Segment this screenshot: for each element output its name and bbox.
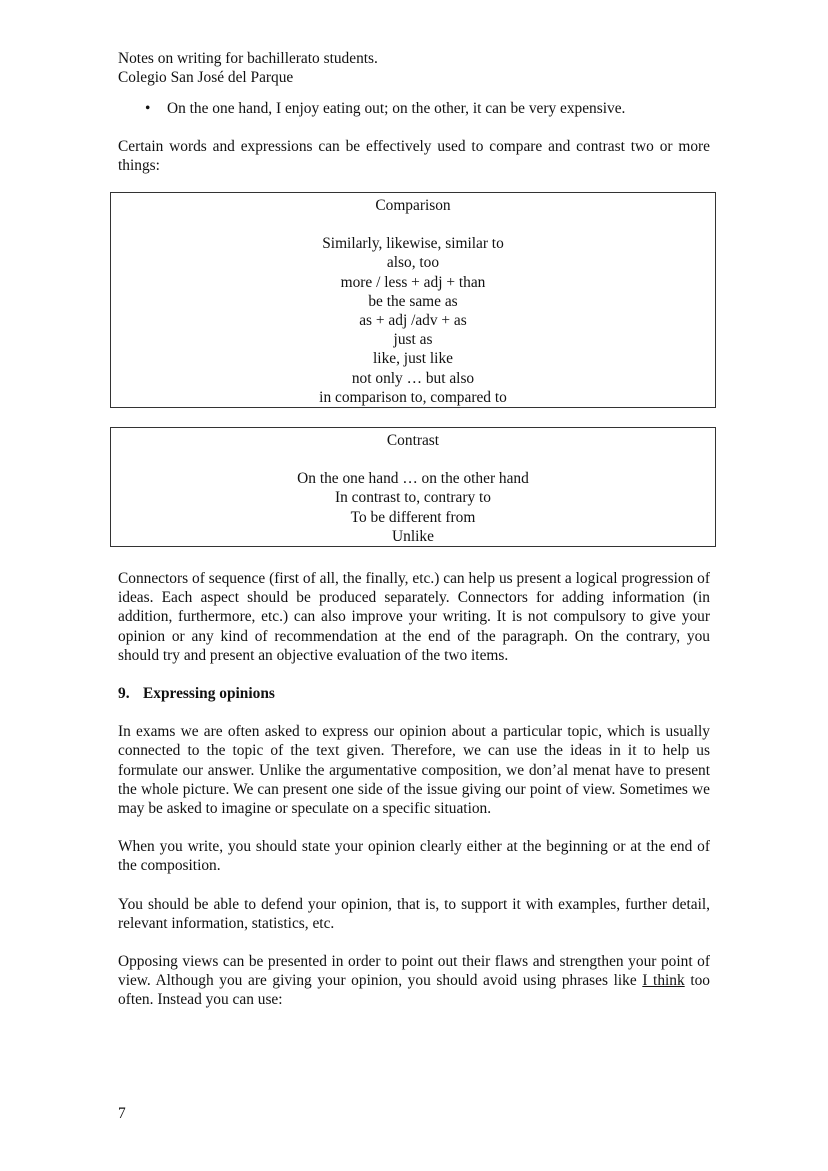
contrast-box (110, 427, 716, 547)
section-title: Expressing opinions (143, 685, 275, 703)
section-heading (118, 684, 710, 703)
opposing-paragraph (118, 952, 710, 1010)
comparison-item: just as (393, 331, 433, 349)
document-page (118, 49, 710, 1010)
contrast-item: To be different from (350, 508, 476, 526)
contrast-title: Contrast (386, 432, 440, 450)
section-number: 9. (118, 685, 130, 703)
contrast-item: Unlike (392, 527, 434, 545)
comparison-box (110, 192, 716, 408)
header-school: Colegio San José del Parque (118, 69, 294, 87)
opposing-text-start: Opposing views can be presented in order to point out their flaws and strengthen your point of view. Although you are giving your opinion, you should avoid using phrases like (118, 953, 710, 990)
document-header (118, 49, 710, 87)
comparison-item: as + adj /adv + as (359, 312, 467, 330)
comparison-item: also, too (386, 254, 440, 272)
contrast-item: On the one hand … on the other hand (297, 470, 529, 488)
comparison-item: be the same as (368, 292, 458, 310)
comparison-item: in comparison to, compared to (319, 388, 507, 406)
header-title: Notes on writing for bachillerato students. (118, 50, 378, 67)
comparison-item: more / less + adj + than (340, 273, 486, 291)
defend-paragraph: You should be able to defend your opinion, that is, to support it with examples, further detail, relevant information, statistics, etc. (118, 895, 710, 932)
connectors-paragraph: Connectors of sequence (first of all, the finally, etc.) can help us present a logical progression of ideas. Each aspect should be produced separately. Connectors for adding information (in addition, furthermore, etc.) can also improve your writing. It is not compulsory to give your opinion or any kind of recommendation at the end of the paragraph. On the contrary, you should try and present an objective evaluation of the two items. (118, 570, 710, 664)
comparison-title: Comparison (375, 197, 451, 215)
comparison-item: not only … but also (351, 369, 475, 387)
comparison-item: like, just like (373, 350, 453, 368)
comparison-item: Similarly, likewise, similar to (322, 235, 504, 253)
example-bullet (145, 99, 710, 118)
bullet-icon: • (145, 100, 151, 118)
contrast-item: In contrast to, contrary to (335, 489, 491, 507)
bullet-text: On the one hand, I enjoy eating out; on the other, it can be very expensive. (167, 100, 626, 118)
underlined-phrase: I think (642, 972, 685, 990)
page-number: 7 (118, 1105, 126, 1122)
intro-paragraph: Certain words and expressions can be effectively used to compare and contrast two or more things: (118, 137, 710, 174)
when-write-paragraph: When you write, you should state your opinion clearly either at the beginning or at the end of the composition. (118, 838, 710, 875)
exams-paragraph: In exams we are often asked to express our opinion about a particular topic, which is usually connected to the topic of the text given. Therefore, we can use the ideas in it to help us formulate our answer. Unlike the argumentative composition, we don’al menat have to present the whole picture. We can present one side of the issue giving our point of view. Sometimes we may be asked to imagine or speculate on a specific situation. (118, 723, 710, 818)
opposing-text-end: too often. Instead you can use: (118, 972, 710, 1009)
